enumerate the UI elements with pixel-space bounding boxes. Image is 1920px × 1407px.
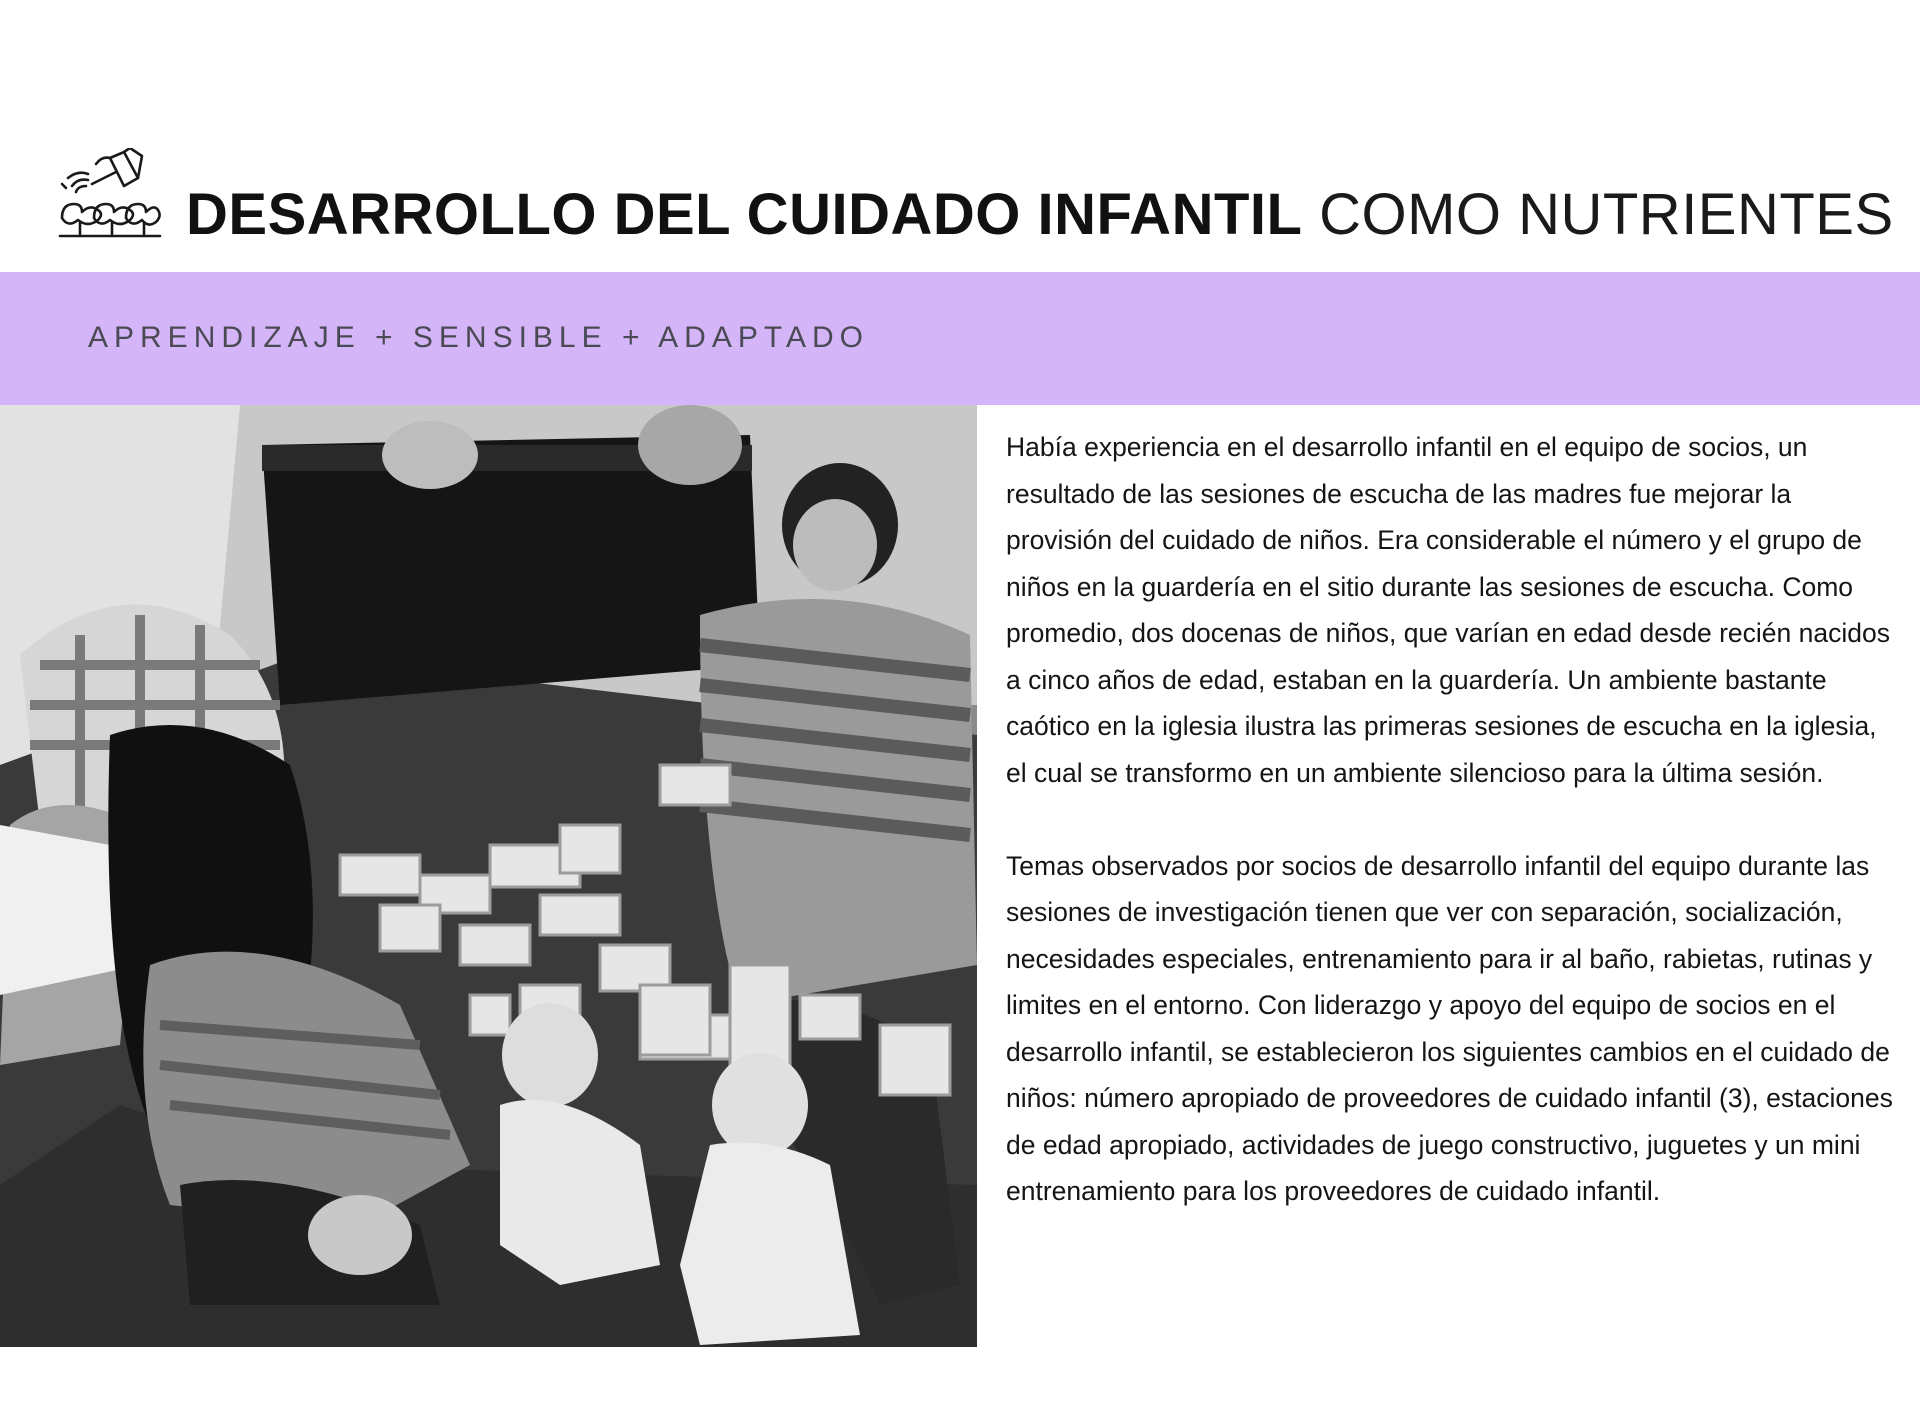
watering-can-plants-icon	[58, 148, 162, 240]
section-subtitle: APRENDIZAJE + SENSIBLE + ADAPTADO	[88, 321, 869, 354]
children-playing-photo	[0, 405, 977, 1347]
body-paragraph: Había experiencia en el desarrollo infantil en el equipo de socios, un resultado de las sesiones de escucha de las madres fue mejorar la provisión del cuidado de niños. Era considerable el número y el grupo de niños en la guardería en el sitio durante las sesiones de escucha. Como promedio, dos docenas de niños, que varían en edad desde recién nacidos a cinco años de edad, estaban en la guardería. Un ambiente bastante caótico en la iglesia ilustra las primeras sesiones de escucha en la iglesia, el cual se transformo en un ambiente silencioso para la última sesión.	[1006, 432, 1890, 788]
title-bold: DESARROLLO DEL CUIDADO INFANTIL	[186, 182, 1303, 247]
page-title	[186, 170, 1896, 260]
body-paragraph: Temas observados por socios de desarrollo infantil del equipo durante las sesiones de investigación tienen que ver con separación, socialización, necesidades especiales, entrenamiento para ir al baño, rabietas, rutinas y limites en el entorno. Con liderazgo y apoyo del equipo de socios en el desarrollo infantil, se establecieron los siguientes cambios en el cuidado de niños: número apropiado de proveedores de cuidado infantil (3), estaciones de edad apropiado, actividades de juego constructivo, juguetes y un mini entrenamiento para los proveedores de cuidado infantil.	[1006, 850, 1893, 1206]
body-text	[1006, 424, 1896, 1354]
page-header	[0, 0, 1920, 272]
title-light: COMO NUTRIENTES	[1319, 182, 1894, 247]
subtitle-band	[0, 272, 1920, 405]
